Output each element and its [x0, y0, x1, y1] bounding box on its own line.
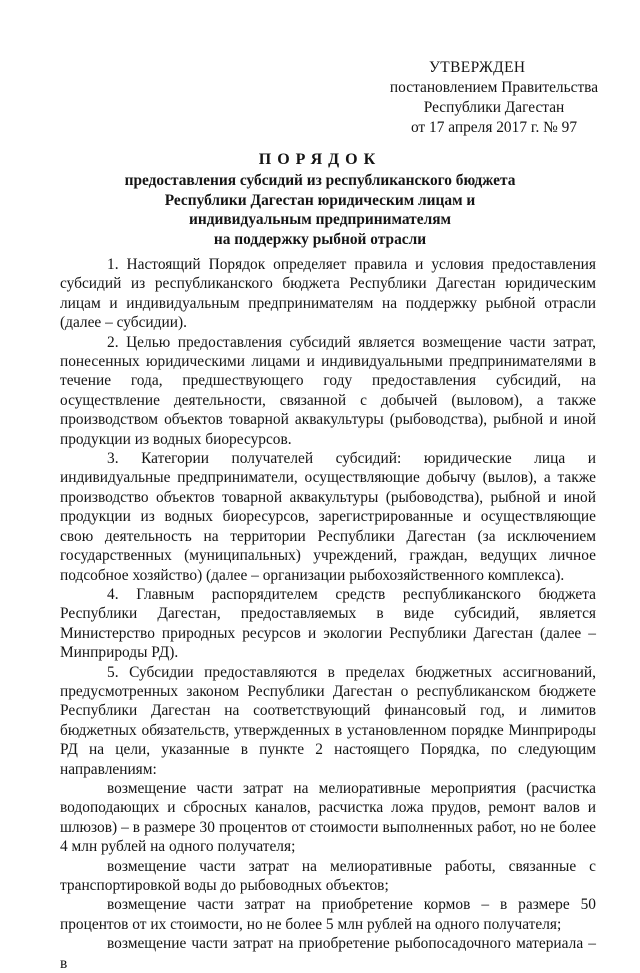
approval-line-3: от 17 апреля 2017 г. № 97 [410, 119, 578, 136]
approval-line-2: Республики Дагестан [423, 99, 565, 116]
paragraph-1: 1. Настоящий Порядок определяет правила и условия предоставления субсидий из республиканского бюджета Республики Дагестан юридическим лицам и индивидуальным предпринимателям на поддержку рыбной отрасли (далее – субсидии). [60, 256, 596, 332]
title-line-1: предоставления субсидий из республиканского бюджета [124, 172, 516, 189]
document-title [60, 150, 580, 249]
paragraph-2: 2. Целью предоставления субсидий является возмещение части затрат, понесенных юридическими лицами и индивидуальными предпринимателями в течение года, предшествующего году предоставления субсидий, на осуществление деятельности, связанной с добычей (выловом), а также производством объектов товарной аквакультуры (рыбоводства), рыбной и иной продукции из водных биоресурсов. [60, 333, 596, 448]
paragraph-5: 5. Субсидии предоставляются в пределах бюджетных ассигнований, предусмотренных законом Республики Дагестан о республиканском бюджете Республики Дагестан на соответствующий финансовый год, и лимитов бюджетных обязательств, утвержденных в установленном порядке Минприроды РД на цели, указанные в пункте 2 настоящего Порядка, по следующим направлениям: [60, 663, 596, 778]
paragraph-4: 4. Главным распорядителем средств республиканского бюджета Республики Дагестан, предоставляемых в виде субсидий, является Министерство природных ресурсов и экологии Республики Дагестан (далее – Минприроды РД). [60, 585, 596, 662]
document-body [60, 255, 596, 973]
title-line-3: индивидуальным предпринимателям [188, 211, 452, 228]
list-item-reclamation: возмещение части затрат на мелиоративные мероприятия (расчистка водоподающих и сбросных каналов, расчистка ложа прудов, ремонт валов и шлюзов) – в размере 30 процентов от стоимости выполненных работ, но не более 4 млн рублей на одного получателя; [60, 779, 596, 856]
title-line-4: на поддержку рыбной отрасли [213, 230, 427, 248]
approval-stamp [384, 58, 604, 138]
list-item-stocking-material: возмещение части затрат на приобретение рыбопосадочного материала – в [60, 935, 596, 972]
list-item-water-transport: возмещение части затрат на мелиоративные работы, связанные с транспортировкой воды до рыбоводных объектов; [60, 857, 596, 894]
approval-line-1: постановлением Правительства [389, 79, 599, 96]
paragraph-3: 3. Категории получателей субсидий: юридические лица и индивидуальные предприниматели, осуществляющие добычу (вылов), а также производство объектов товарной аквакультуры (рыбоводства), рыбной и иной продукции из водных биоресурсов, зарегистрированные и осуществляющие свою деятельность на территории Республики Дагестан (за исключением государственных (муниципальных) учреждений, граждан, ведущих личное подсобное хозяйство) (далее – организации рыбохозяйственного комплекса). [60, 450, 596, 584]
list-item-feed: возмещение части затрат на приобретение кормов – в размере 50 процентов от их стоимости, но не более 5 млн рублей на одного получателя; [60, 896, 596, 933]
title-main: ПОРЯДОК [258, 151, 382, 168]
title-line-2: Республики Дагестан юридическим лицам и [164, 191, 476, 209]
approval-heading: УТВЕРЖДЕН [429, 59, 526, 76]
